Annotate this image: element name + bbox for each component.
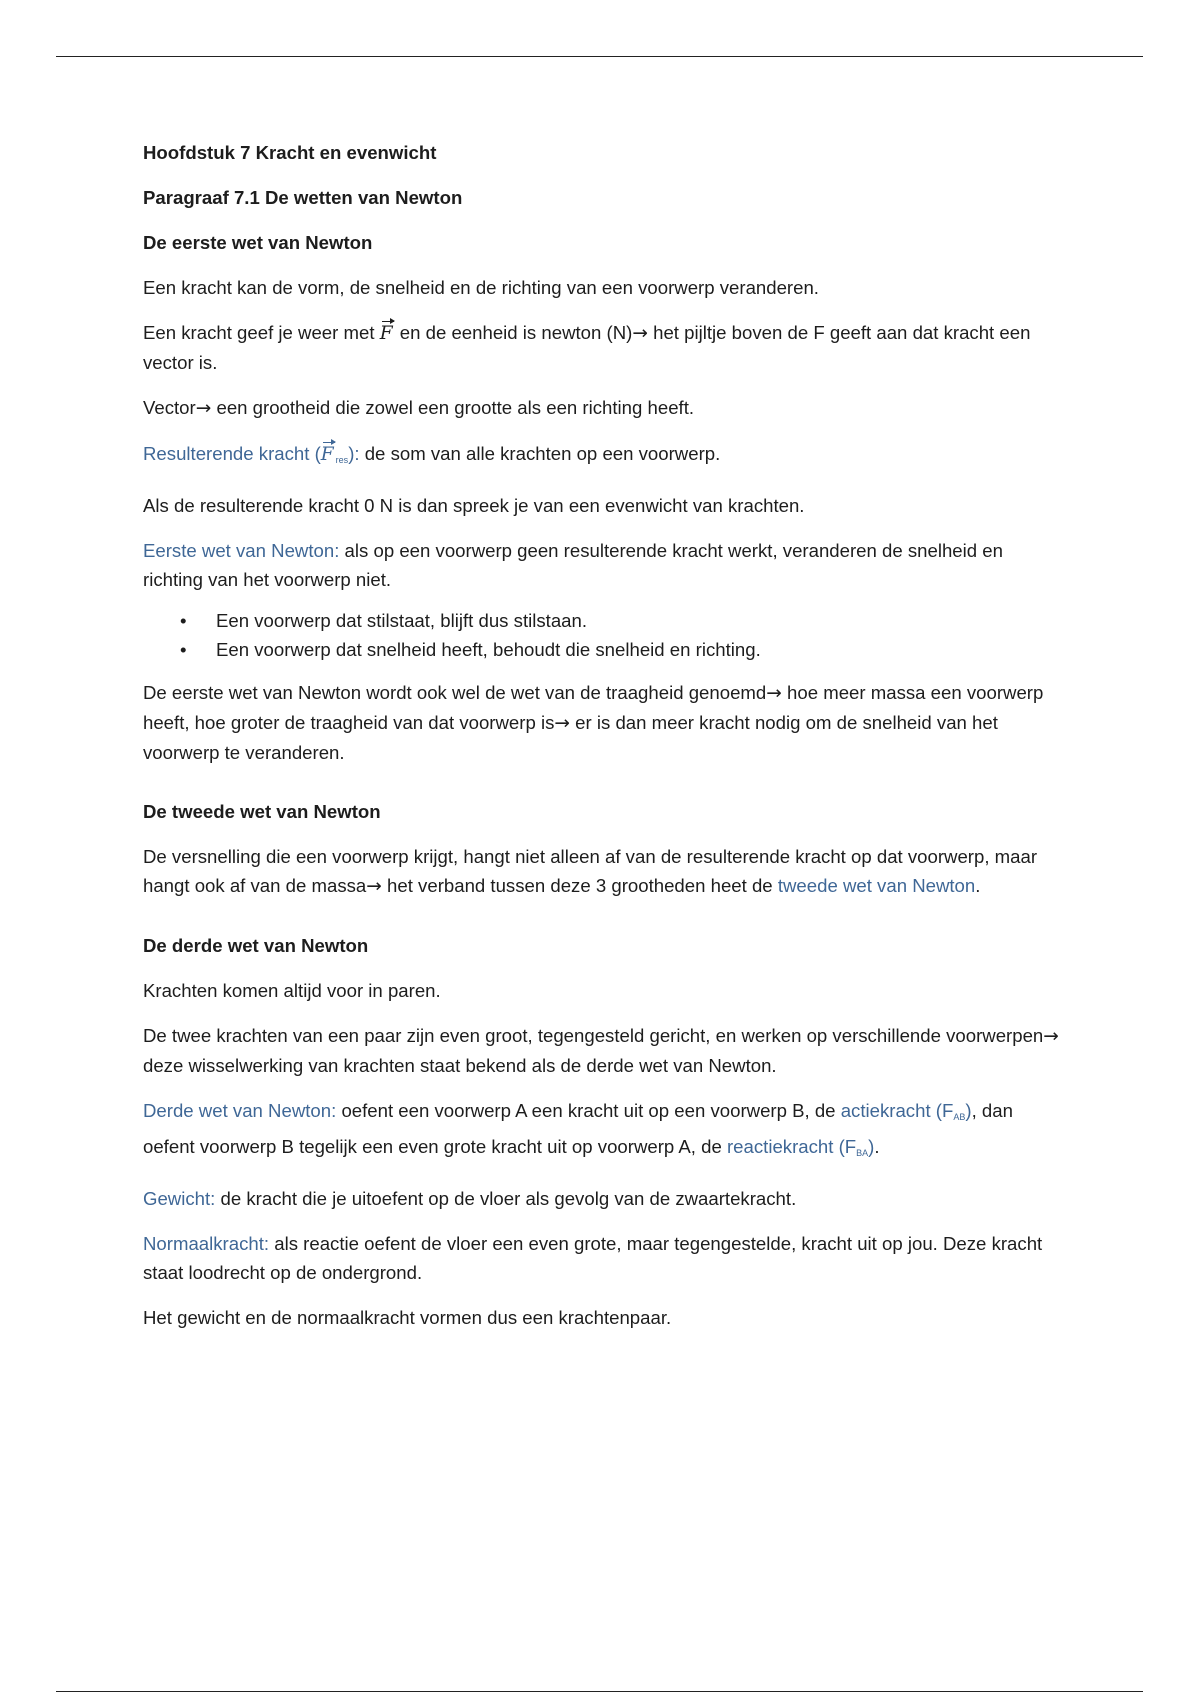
third-law-definition <box>143 1096 1063 1168</box>
bullet-icon: • <box>180 610 187 631</box>
first-law-paragraph-1: Een kracht kan de vorm, de snelheid en de richting van een voorwerp veranderen. <box>143 277 819 298</box>
second-law-heading: De tweede wet van Newton <box>143 801 381 822</box>
term-normal-force: Normaalkracht: <box>143 1233 270 1254</box>
text-run: Een voorwerp dat stilstaat, blijft dus stilstaan. <box>216 610 588 631</box>
text-run: . <box>874 1136 880 1157</box>
text-run: ) <box>965 1100 972 1121</box>
subscript: AB <box>953 1112 966 1122</box>
text-run: en de eenheid is newton (N) <box>399 322 633 343</box>
chapter-title: Hoofdstuk 7 Kracht en evenwicht <box>143 142 437 163</box>
list-item <box>143 635 1063 664</box>
force-pair-paragraph: Het gewicht en de normaalkracht vormen dus een krachtenpaar. <box>143 1307 672 1328</box>
text-run: hoe meer massa een voorwerp heeft, hoe groter de traagheid van dat voorwerp is <box>143 682 1044 733</box>
term-weight: Gewicht: <box>143 1188 216 1209</box>
term-action-force <box>841 1100 972 1121</box>
text-run: De twee krachten van een paar zijn even groot, tegengesteld gericht, en werken op verschillende voorwerpen <box>143 1025 1044 1046</box>
subscript: res <box>335 455 349 465</box>
text-run: , dan oefent voorwerp B tegelijk een even grote kracht uit op voorwerp A, de <box>143 1100 1013 1157</box>
weight-definition <box>143 1184 1063 1213</box>
text-run: Resulterende kracht ( <box>143 443 321 464</box>
text-run: (F <box>935 1100 954 1121</box>
text-run: er is dan meer kracht nodig om de snelheid van het voorwerp te veranderen. <box>143 712 998 763</box>
arrow-icon: → <box>632 323 648 344</box>
text-run: . <box>975 875 981 896</box>
force-vector-symbol: F <box>321 440 336 469</box>
arrow-icon: → <box>195 398 212 419</box>
term-third-law: Derde wet van Newton: <box>143 1100 337 1121</box>
arrow-icon: → <box>766 683 782 704</box>
text-run: oefent een voorwerp A een kracht uit op een voorwerp B, de <box>341 1100 836 1121</box>
text-run: reactiekracht (F <box>726 1136 857 1157</box>
equilibrium-paragraph: Als de resulterende kracht 0 N is dan spreek je van een evenwicht van krachten. <box>143 495 805 516</box>
text-run: de kracht die je uitoefent op de vloer als gevolg van de zwaartekracht. <box>220 1188 797 1209</box>
text-run: Een voorwerp dat snelheid heeft, behoudt die snelheid en richting. <box>216 639 761 660</box>
normal-force-definition <box>143 1229 1063 1287</box>
first-law-bullet-list <box>143 606 1063 664</box>
section-title: Paragraaf 7.1 De wetten van Newton <box>143 187 463 208</box>
first-law-paragraph-2 <box>143 318 1063 377</box>
text-run: De eerste wet van Newton wordt ook wel de wet van de traagheid genoemd <box>143 682 767 703</box>
bullet-icon: • <box>180 639 187 660</box>
text-run: actiekracht <box>840 1100 931 1121</box>
text-run: ) <box>868 1136 875 1157</box>
list-item <box>143 606 1063 635</box>
term-second-law: tweede wet van Newton <box>777 875 976 896</box>
first-law-definition <box>143 536 1063 594</box>
arrow-icon: → <box>366 876 382 897</box>
text-run: een grootheid die zowel een grootte als een richting heeft. <box>216 397 695 418</box>
term-first-law: Eerste wet van Newton: <box>143 540 340 561</box>
text-run: als op een voorwerp geen resulterende kracht werkt, veranderen de snelheid en richting van het voorwerp niet. <box>143 540 1003 590</box>
term-resultant-force <box>143 443 360 464</box>
subscript: BA <box>856 1148 869 1158</box>
arrow-icon: → <box>554 713 570 734</box>
text-run: De versnelling die een voorwerp krijgt, hangt niet alleen af van de resulterende kracht op dat voorwerp, maar hangt ook af van de massa <box>143 846 1038 896</box>
text-run: het pijltje boven de F geeft aan dat kracht een vector is. <box>143 322 1031 373</box>
third-law-paragraph-2 <box>143 1021 1063 1080</box>
text-run: Vector <box>143 397 196 418</box>
first-law-heading: De eerste wet van Newton <box>143 232 373 253</box>
term-reaction-force <box>727 1136 874 1157</box>
second-law-paragraph <box>143 842 1063 901</box>
page-footer-rule <box>56 1691 1143 1692</box>
page-header-rule <box>56 56 1143 57</box>
text-run: als reactie oefent de vloer een even grote, maar tegengestelde, kracht uit op jou. Deze kracht staat loodrecht op de ondergrond. <box>143 1233 1043 1283</box>
force-vector-symbol: F <box>380 319 395 348</box>
text-run: het verband tussen deze 3 grootheden heet de <box>387 875 773 896</box>
third-law-paragraph-1: Krachten komen altijd voor in paren. <box>143 980 441 1001</box>
inertia-paragraph <box>143 678 1063 767</box>
text-run: de som van alle krachten op een voorwerp. <box>364 443 721 464</box>
document-body <box>143 138 1063 1348</box>
third-law-heading: De derde wet van Newton <box>143 935 369 956</box>
text-run: ): <box>348 443 360 464</box>
text-run: Een kracht geef je weer met <box>143 322 375 343</box>
arrow-icon: → <box>1043 1026 1059 1047</box>
resultant-force-definition <box>143 439 1063 475</box>
text-run: deze wisselwerking van krachten staat bekend als de derde wet van Newton. <box>143 1055 777 1076</box>
first-law-paragraph-3 <box>143 393 1063 423</box>
